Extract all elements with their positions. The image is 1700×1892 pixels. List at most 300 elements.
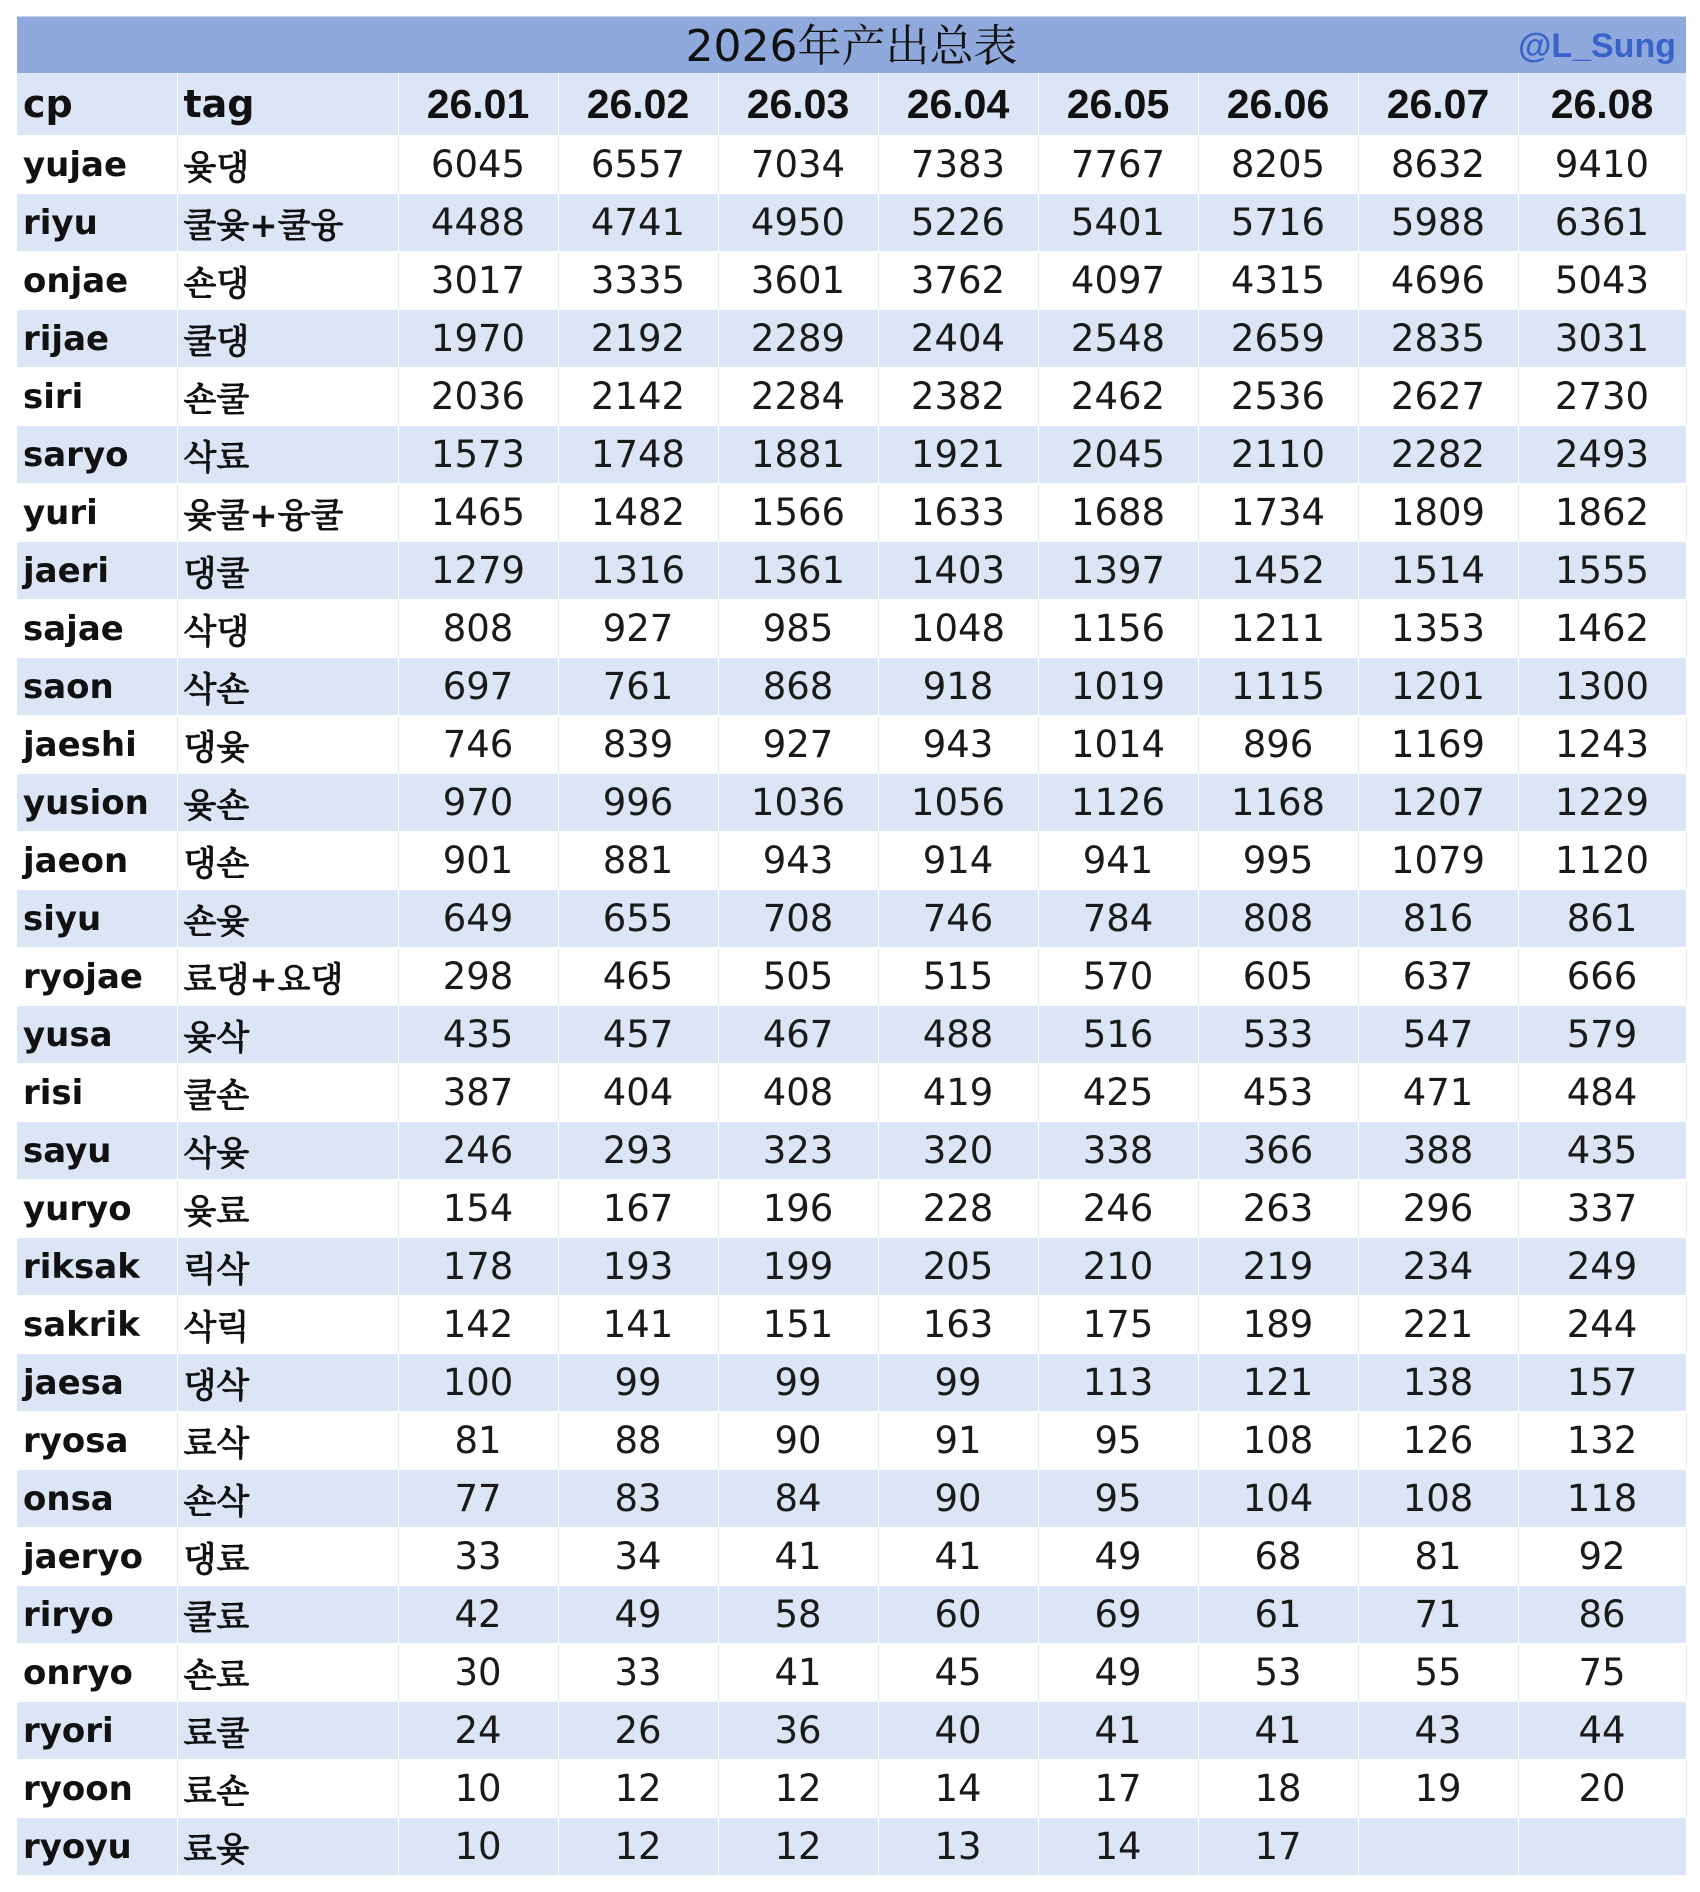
value-cell-26.04: 5226 xyxy=(878,194,1038,252)
value-cell-26.04: 45 xyxy=(878,1644,1038,1702)
value-cell-26.06: 1168 xyxy=(1198,774,1358,832)
tag-cell: 댕쿨 xyxy=(177,542,398,600)
value-cell-26.07: 296 xyxy=(1358,1180,1518,1238)
value-cell-26.03: 1566 xyxy=(718,484,878,542)
value-cell-26.04: 40 xyxy=(878,1702,1038,1760)
cp-cell: sayu xyxy=(17,1122,177,1180)
value-cell-26.05: 1397 xyxy=(1038,542,1198,600)
value-cell-26.01: 1573 xyxy=(398,426,558,484)
value-cell-26.04: 1056 xyxy=(878,774,1038,832)
cp-cell: yusa xyxy=(17,1006,177,1064)
table-row xyxy=(17,1818,1686,1876)
value-cell-26.03: 58 xyxy=(718,1586,878,1644)
value-cell-26.04: 1403 xyxy=(878,542,1038,600)
value-cell-26.07: 108 xyxy=(1358,1470,1518,1528)
value-cell-26.05: 49 xyxy=(1038,1528,1198,1586)
value-cell-26.03: 2289 xyxy=(718,310,878,368)
column-header-26.03: 26.03 xyxy=(718,73,878,136)
value-cell-26.01: 746 xyxy=(398,716,558,774)
tag-cell: 숀료 xyxy=(177,1644,398,1702)
value-cell-26.07: 388 xyxy=(1358,1122,1518,1180)
value-cell-26.06: 2536 xyxy=(1198,368,1358,426)
tag-cell: 료쿨 xyxy=(177,1702,398,1760)
title-bar xyxy=(17,16,1686,73)
value-cell-26.07: 221 xyxy=(1358,1296,1518,1354)
value-cell-26.03: 4950 xyxy=(718,194,878,252)
value-cell-26.01: 649 xyxy=(398,890,558,948)
tag-cell: 쿨숀 xyxy=(177,1064,398,1122)
cp-cell: risi xyxy=(17,1064,177,1122)
value-cell-26.06: 263 xyxy=(1198,1180,1358,1238)
column-header-26.02: 26.02 xyxy=(558,73,718,136)
value-cell-26.05: 41 xyxy=(1038,1702,1198,1760)
value-cell-26.08: 3031 xyxy=(1518,310,1686,368)
table-row xyxy=(17,368,1686,426)
value-cell-26.08: 666 xyxy=(1518,948,1686,1006)
value-cell-26.05: 95 xyxy=(1038,1412,1198,1470)
value-cell-26.04: 163 xyxy=(878,1296,1038,1354)
cp-cell: saon xyxy=(17,658,177,716)
table-row xyxy=(17,1064,1686,1122)
value-cell-26.07: 1514 xyxy=(1358,542,1518,600)
value-cell-26.02: 83 xyxy=(558,1470,718,1528)
value-cell-26.02: 996 xyxy=(558,774,718,832)
value-cell-26.07: 1169 xyxy=(1358,716,1518,774)
value-cell-26.02: 1316 xyxy=(558,542,718,600)
value-cell-26.02: 293 xyxy=(558,1122,718,1180)
table-row xyxy=(17,890,1686,948)
value-cell-26.02: 2192 xyxy=(558,310,718,368)
value-cell-26.05: 7767 xyxy=(1038,136,1198,194)
value-cell-26.05: 516 xyxy=(1038,1006,1198,1064)
value-cell-26.05: 570 xyxy=(1038,948,1198,1006)
table-row xyxy=(17,542,1686,600)
table-row xyxy=(17,194,1686,252)
value-cell-26.03: 196 xyxy=(718,1180,878,1238)
column-header-cp: cp xyxy=(17,73,177,136)
table-row xyxy=(17,136,1686,194)
value-cell-26.05: 2045 xyxy=(1038,426,1198,484)
value-cell-26.08: 6361 xyxy=(1518,194,1686,252)
value-cell-26.07: 2835 xyxy=(1358,310,1518,368)
value-cell-26.01: 142 xyxy=(398,1296,558,1354)
value-cell-26.02: 465 xyxy=(558,948,718,1006)
tag-cell: 료삭 xyxy=(177,1412,398,1470)
value-cell-26.02: 1748 xyxy=(558,426,718,484)
value-cell-26.08: 75 xyxy=(1518,1644,1686,1702)
table-row xyxy=(17,1180,1686,1238)
value-cell-26.03: 99 xyxy=(718,1354,878,1412)
tag-cell: 료숀 xyxy=(177,1760,398,1818)
value-cell-26.04: 918 xyxy=(878,658,1038,716)
cp-cell: siyu xyxy=(17,890,177,948)
value-cell-26.07: 547 xyxy=(1358,1006,1518,1064)
value-cell-26.02: 99 xyxy=(558,1354,718,1412)
value-cell-26.02: 193 xyxy=(558,1238,718,1296)
cp-cell: yujae xyxy=(17,136,177,194)
tag-cell: 윶삭 xyxy=(177,1006,398,1064)
value-cell-26.07: 138 xyxy=(1358,1354,1518,1412)
value-cell-26.05: 425 xyxy=(1038,1064,1198,1122)
tag-cell: 료댕+요댕 xyxy=(177,948,398,1006)
value-cell-26.06: 533 xyxy=(1198,1006,1358,1064)
value-cell-26.05: 941 xyxy=(1038,832,1198,890)
tag-cell: 윶료 xyxy=(177,1180,398,1238)
value-cell-26.08 xyxy=(1518,1818,1686,1876)
value-cell-26.01: 1465 xyxy=(398,484,558,542)
value-cell-26.07: 4696 xyxy=(1358,252,1518,310)
value-cell-26.05: 175 xyxy=(1038,1296,1198,1354)
column-header-26.07: 26.07 xyxy=(1358,73,1518,136)
value-cell-26.02: 404 xyxy=(558,1064,718,1122)
value-cell-26.04: 515 xyxy=(878,948,1038,1006)
column-header-26.05: 26.05 xyxy=(1038,73,1198,136)
value-cell-26.08: 92 xyxy=(1518,1528,1686,1586)
value-cell-26.05: 69 xyxy=(1038,1586,1198,1644)
tag-cell: 숀윶 xyxy=(177,890,398,948)
value-cell-26.04: 13 xyxy=(878,1818,1038,1876)
tag-cell: 삭윶 xyxy=(177,1122,398,1180)
value-cell-26.05: 338 xyxy=(1038,1122,1198,1180)
value-cell-26.05: 5401 xyxy=(1038,194,1198,252)
value-cell-26.04: 914 xyxy=(878,832,1038,890)
header-row xyxy=(17,73,1686,136)
value-cell-26.05: 1019 xyxy=(1038,658,1198,716)
value-cell-26.06: 5716 xyxy=(1198,194,1358,252)
cp-cell: yusion xyxy=(17,774,177,832)
value-cell-26.07: 471 xyxy=(1358,1064,1518,1122)
value-cell-26.08: 1462 xyxy=(1518,600,1686,658)
value-cell-26.05: 2548 xyxy=(1038,310,1198,368)
table-row xyxy=(17,600,1686,658)
value-cell-26.08: 157 xyxy=(1518,1354,1686,1412)
value-cell-26.01: 246 xyxy=(398,1122,558,1180)
table-row xyxy=(17,252,1686,310)
value-cell-26.03: 12 xyxy=(718,1760,878,1818)
sheet-title: 2026年产出总表 xyxy=(685,21,1018,72)
value-cell-26.06: 41 xyxy=(1198,1702,1358,1760)
cp-cell: jaeri xyxy=(17,542,177,600)
tag-cell: 댕윶 xyxy=(177,716,398,774)
tag-cell: 삭댕 xyxy=(177,600,398,658)
value-cell-26.08: 132 xyxy=(1518,1412,1686,1470)
value-cell-26.04: 3762 xyxy=(878,252,1038,310)
tag-cell: 댕삭 xyxy=(177,1354,398,1412)
value-cell-26.05: 1126 xyxy=(1038,774,1198,832)
value-cell-26.08: 9410 xyxy=(1518,136,1686,194)
tag-cell: 윶숀 xyxy=(177,774,398,832)
value-cell-26.06: 219 xyxy=(1198,1238,1358,1296)
value-cell-26.02: 12 xyxy=(558,1760,718,1818)
value-cell-26.08: 20 xyxy=(1518,1760,1686,1818)
value-cell-26.02: 167 xyxy=(558,1180,718,1238)
value-cell-26.07: 816 xyxy=(1358,890,1518,948)
table-row xyxy=(17,1122,1686,1180)
value-cell-26.03: 199 xyxy=(718,1238,878,1296)
value-cell-26.02: 881 xyxy=(558,832,718,890)
value-cell-26.03: 90 xyxy=(718,1412,878,1470)
value-cell-26.02: 457 xyxy=(558,1006,718,1064)
value-cell-26.04: 943 xyxy=(878,716,1038,774)
value-cell-26.02: 6557 xyxy=(558,136,718,194)
value-cell-26.04: 1921 xyxy=(878,426,1038,484)
value-cell-26.06: 2110 xyxy=(1198,426,1358,484)
tag-cell: 삭료 xyxy=(177,426,398,484)
value-cell-26.01: 6045 xyxy=(398,136,558,194)
value-cell-26.06: 189 xyxy=(1198,1296,1358,1354)
value-cell-26.01: 81 xyxy=(398,1412,558,1470)
value-cell-26.08: 861 xyxy=(1518,890,1686,948)
cp-cell: yuri xyxy=(17,484,177,542)
value-cell-26.03: 943 xyxy=(718,832,878,890)
value-cell-26.07: 1207 xyxy=(1358,774,1518,832)
tag-cell: 숀삭 xyxy=(177,1470,398,1528)
tag-cell: 료윶 xyxy=(177,1818,398,1876)
cp-cell: siri xyxy=(17,368,177,426)
table-row xyxy=(17,948,1686,1006)
cp-cell: onsa xyxy=(17,1470,177,1528)
value-cell-26.01: 2036 xyxy=(398,368,558,426)
value-cell-26.06: 4315 xyxy=(1198,252,1358,310)
tag-cell: 삭숀 xyxy=(177,658,398,716)
value-cell-26.01: 697 xyxy=(398,658,558,716)
production-summary-sheet xyxy=(17,16,1686,1876)
tag-cell: 쿨료 xyxy=(177,1586,398,1644)
value-cell-26.03: 1881 xyxy=(718,426,878,484)
column-header-26.06: 26.06 xyxy=(1198,73,1358,136)
value-cell-26.01: 970 xyxy=(398,774,558,832)
value-cell-26.05: 2462 xyxy=(1038,368,1198,426)
table-row xyxy=(17,1760,1686,1818)
value-cell-26.04: 41 xyxy=(878,1528,1038,1586)
value-cell-26.02: 927 xyxy=(558,600,718,658)
value-cell-26.03: 985 xyxy=(718,600,878,658)
value-cell-26.04: 228 xyxy=(878,1180,1038,1238)
column-header-tag: tag xyxy=(177,73,398,136)
value-cell-26.08: 435 xyxy=(1518,1122,1686,1180)
value-cell-26.03: 41 xyxy=(718,1644,878,1702)
cp-cell: ryoon xyxy=(17,1760,177,1818)
value-cell-26.01: 100 xyxy=(398,1354,558,1412)
value-cell-26.02: 88 xyxy=(558,1412,718,1470)
value-cell-26.05: 17 xyxy=(1038,1760,1198,1818)
value-cell-26.03: 12 xyxy=(718,1818,878,1876)
value-cell-26.03: 1361 xyxy=(718,542,878,600)
value-cell-26.07: 5988 xyxy=(1358,194,1518,252)
column-header-26.04: 26.04 xyxy=(878,73,1038,136)
table-row xyxy=(17,1586,1686,1644)
value-cell-26.02: 141 xyxy=(558,1296,718,1354)
value-cell-26.05: 1688 xyxy=(1038,484,1198,542)
value-cell-26.04: 1633 xyxy=(878,484,1038,542)
value-cell-26.08: 337 xyxy=(1518,1180,1686,1238)
table-row xyxy=(17,1412,1686,1470)
value-cell-26.08: 1555 xyxy=(1518,542,1686,600)
value-cell-26.08: 1862 xyxy=(1518,484,1686,542)
value-cell-26.04: 99 xyxy=(878,1354,1038,1412)
value-cell-26.04: 91 xyxy=(878,1412,1038,1470)
value-cell-26.07: 1079 xyxy=(1358,832,1518,890)
value-cell-26.06: 53 xyxy=(1198,1644,1358,1702)
table-row xyxy=(17,484,1686,542)
value-cell-26.07 xyxy=(1358,1818,1518,1876)
tag-cell: 삭릭 xyxy=(177,1296,398,1354)
value-cell-26.02: 3335 xyxy=(558,252,718,310)
value-cell-26.06: 2659 xyxy=(1198,310,1358,368)
value-cell-26.07: 81 xyxy=(1358,1528,1518,1586)
value-cell-26.01: 1970 xyxy=(398,310,558,368)
value-cell-26.02: 33 xyxy=(558,1644,718,1702)
value-cell-26.05: 49 xyxy=(1038,1644,1198,1702)
table-row xyxy=(17,1354,1686,1412)
value-cell-26.01: 10 xyxy=(398,1818,558,1876)
value-cell-26.05: 1014 xyxy=(1038,716,1198,774)
value-cell-26.01: 901 xyxy=(398,832,558,890)
value-cell-26.01: 10 xyxy=(398,1760,558,1818)
value-cell-26.02: 839 xyxy=(558,716,718,774)
value-cell-26.04: 2404 xyxy=(878,310,1038,368)
cp-cell: saryo xyxy=(17,426,177,484)
value-cell-26.06: 68 xyxy=(1198,1528,1358,1586)
value-cell-26.06: 1734 xyxy=(1198,484,1358,542)
value-cell-26.08: 1229 xyxy=(1518,774,1686,832)
value-cell-26.03: 7034 xyxy=(718,136,878,194)
table-row xyxy=(17,1528,1686,1586)
value-cell-26.06: 108 xyxy=(1198,1412,1358,1470)
value-cell-26.03: 708 xyxy=(718,890,878,948)
value-cell-26.07: 1201 xyxy=(1358,658,1518,716)
value-cell-26.02: 49 xyxy=(558,1586,718,1644)
column-header-26.08: 26.08 xyxy=(1518,73,1686,136)
value-cell-26.06: 1211 xyxy=(1198,600,1358,658)
value-cell-26.03: 36 xyxy=(718,1702,878,1760)
value-cell-26.07: 19 xyxy=(1358,1760,1518,1818)
cp-cell: sajae xyxy=(17,600,177,658)
value-cell-26.05: 210 xyxy=(1038,1238,1198,1296)
value-cell-26.05: 95 xyxy=(1038,1470,1198,1528)
value-cell-26.03: 408 xyxy=(718,1064,878,1122)
value-cell-26.05: 14 xyxy=(1038,1818,1198,1876)
tag-cell: 윶쿨+융쿨 xyxy=(177,484,398,542)
value-cell-26.01: 77 xyxy=(398,1470,558,1528)
value-cell-26.08: 244 xyxy=(1518,1296,1686,1354)
value-cell-26.08: 86 xyxy=(1518,1586,1686,1644)
table-row xyxy=(17,832,1686,890)
table-row xyxy=(17,1006,1686,1064)
table-row xyxy=(17,1702,1686,1760)
value-cell-26.01: 178 xyxy=(398,1238,558,1296)
value-cell-26.01: 4488 xyxy=(398,194,558,252)
value-cell-26.04: 14 xyxy=(878,1760,1038,1818)
table-body xyxy=(17,73,1686,1876)
value-cell-26.06: 896 xyxy=(1198,716,1358,774)
value-cell-26.01: 808 xyxy=(398,600,558,658)
tag-cell: 댕숀 xyxy=(177,832,398,890)
table-row xyxy=(17,658,1686,716)
value-cell-26.06: 104 xyxy=(1198,1470,1358,1528)
value-cell-26.03: 41 xyxy=(718,1528,878,1586)
value-cell-26.08: 249 xyxy=(1518,1238,1686,1296)
tag-cell: 댕료 xyxy=(177,1528,398,1586)
cp-cell: jaeon xyxy=(17,832,177,890)
cp-cell: yuryo xyxy=(17,1180,177,1238)
value-cell-26.07: 8632 xyxy=(1358,136,1518,194)
value-cell-26.08: 1120 xyxy=(1518,832,1686,890)
value-cell-26.01: 24 xyxy=(398,1702,558,1760)
value-cell-26.03: 323 xyxy=(718,1122,878,1180)
value-cell-26.06: 605 xyxy=(1198,948,1358,1006)
value-cell-26.02: 1482 xyxy=(558,484,718,542)
table-row xyxy=(17,1644,1686,1702)
cp-cell: ryojae xyxy=(17,948,177,1006)
value-cell-26.01: 30 xyxy=(398,1644,558,1702)
table-row xyxy=(17,1296,1686,1354)
value-cell-26.06: 17 xyxy=(1198,1818,1358,1876)
value-cell-26.06: 1115 xyxy=(1198,658,1358,716)
value-cell-26.03: 1036 xyxy=(718,774,878,832)
column-header-26.01: 26.01 xyxy=(398,73,558,136)
value-cell-26.01: 154 xyxy=(398,1180,558,1238)
value-cell-26.04: 2382 xyxy=(878,368,1038,426)
value-cell-26.08: 2730 xyxy=(1518,368,1686,426)
tag-cell: 숀쿨 xyxy=(177,368,398,426)
table-row xyxy=(17,426,1686,484)
value-cell-26.05: 113 xyxy=(1038,1354,1198,1412)
value-cell-26.07: 1809 xyxy=(1358,484,1518,542)
value-cell-26.04: 320 xyxy=(878,1122,1038,1180)
value-cell-26.07: 43 xyxy=(1358,1702,1518,1760)
value-cell-26.08: 44 xyxy=(1518,1702,1686,1760)
value-cell-26.01: 387 xyxy=(398,1064,558,1122)
value-cell-26.06: 808 xyxy=(1198,890,1358,948)
value-cell-26.08: 5043 xyxy=(1518,252,1686,310)
value-cell-26.07: 2627 xyxy=(1358,368,1518,426)
value-cell-26.06: 453 xyxy=(1198,1064,1358,1122)
tag-cell: 릭삭 xyxy=(177,1238,398,1296)
value-cell-26.02: 761 xyxy=(558,658,718,716)
value-cell-26.02: 34 xyxy=(558,1528,718,1586)
value-cell-26.03: 505 xyxy=(718,948,878,1006)
value-cell-26.07: 234 xyxy=(1358,1238,1518,1296)
cp-cell: ryosa xyxy=(17,1412,177,1470)
value-cell-26.06: 1452 xyxy=(1198,542,1358,600)
value-cell-26.07: 126 xyxy=(1358,1412,1518,1470)
cp-cell: ryori xyxy=(17,1702,177,1760)
table-row xyxy=(17,1470,1686,1528)
table-row xyxy=(17,774,1686,832)
value-cell-26.01: 435 xyxy=(398,1006,558,1064)
value-cell-26.06: 61 xyxy=(1198,1586,1358,1644)
value-cell-26.05: 1156 xyxy=(1038,600,1198,658)
tag-cell: 쿨댕 xyxy=(177,310,398,368)
value-cell-26.08: 484 xyxy=(1518,1064,1686,1122)
value-cell-26.04: 7383 xyxy=(878,136,1038,194)
value-cell-26.06: 366 xyxy=(1198,1122,1358,1180)
table-row xyxy=(17,1238,1686,1296)
table-row xyxy=(17,716,1686,774)
value-cell-26.02: 26 xyxy=(558,1702,718,1760)
value-cell-26.07: 637 xyxy=(1358,948,1518,1006)
value-cell-26.03: 927 xyxy=(718,716,878,774)
value-cell-26.01: 42 xyxy=(398,1586,558,1644)
value-cell-26.01: 3017 xyxy=(398,252,558,310)
cp-cell: onryo xyxy=(17,1644,177,1702)
cp-cell: ryoyu xyxy=(17,1818,177,1876)
value-cell-26.03: 84 xyxy=(718,1470,878,1528)
value-cell-26.03: 467 xyxy=(718,1006,878,1064)
cp-cell: sakrik xyxy=(17,1296,177,1354)
value-cell-26.03: 151 xyxy=(718,1296,878,1354)
